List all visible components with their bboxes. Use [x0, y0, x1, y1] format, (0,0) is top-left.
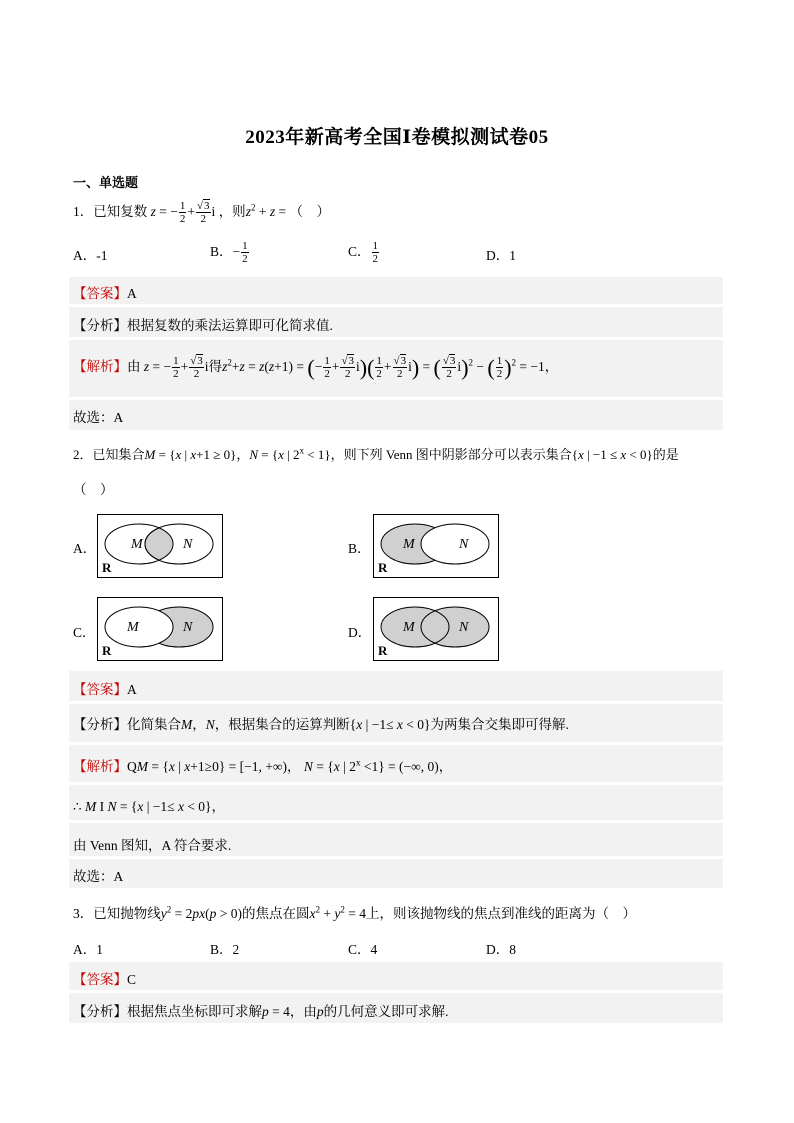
q1-answer: 【答案】A — [73, 286, 137, 301]
q3-stem: 3．已知抛物线$y^2 = 2px(p > 0)$的焦点在圆$x^2 + y^2 = 4$上，则该抛物线的焦点到准线的距离为（ ） — [73, 904, 636, 921]
q2-solution-line2: ∴ M I N = {x | −1≤ x < 0}， — [73, 799, 226, 814]
set-n-label: N — [183, 620, 193, 635]
q1-option-c: C． $\frac{1}{2}$ — [348, 240, 379, 266]
q3-analysis: 【分析】根据焦点坐标即可求解p = 4，由p的几何意义即可求解. — [73, 1004, 449, 1019]
q1-stem: 1．已知复数 z = − $\frac{1}{2}$ + $\frac{√3}{2}$ i ，则$z^2 + z$ = （ ） — [73, 200, 330, 226]
q2-answer-shade — [69, 671, 723, 701]
answer-tag: 【答案】 — [73, 972, 127, 987]
set-m-label: M — [127, 620, 139, 635]
venn-diagram-c — [97, 597, 223, 661]
set-m-label: M — [131, 537, 143, 552]
q2-stem: 2．已知集合M = {x | x+1 ≥ 0}，N = {x | $2^x < 1$}，则下列 Venn 图中阴影部分可以表示集合{x | −1 ≤ x < 0}的是 — [73, 445, 679, 462]
venn-diagram-b — [373, 514, 499, 578]
q2-stem-paren: （ ） — [73, 482, 114, 497]
q1-analysis: 【分析】根据复数的乘法运算即可化简求值. — [73, 318, 333, 333]
set-n-label: N — [459, 537, 469, 552]
q2-answer: 【答案】A — [73, 682, 137, 697]
q1-option-d: D．1 — [486, 248, 516, 263]
q2-conclusion: 故选：A — [73, 869, 124, 884]
set-m-label: M — [403, 620, 415, 635]
answer-tag: 【答案】 — [73, 682, 127, 697]
answer-tag: 【答案】 — [73, 286, 127, 301]
universe-label: R — [378, 560, 388, 575]
analysis-tag: 【分析】 — [73, 318, 127, 333]
universe-label: R — [102, 643, 112, 658]
set-n-label: N — [459, 620, 469, 635]
q2-analysis: 【分析】化简集合M，N，根据集合的运算判断{x | −1≤ x < 0}为两集合交集即可得解. — [73, 717, 569, 732]
set-m-label: M — [403, 537, 415, 552]
q3-option-c: C．4 — [348, 942, 378, 957]
q3-answer-shade — [69, 962, 723, 990]
q1-stem-suffix: ，则 — [218, 204, 246, 219]
universe-label: R — [102, 560, 112, 575]
q2-solution-line3: 由 Venn 图知，A 符合要求. — [73, 838, 232, 853]
analysis-tag: 【分析】 — [73, 1004, 127, 1019]
section-heading: 一、单选题 — [73, 175, 139, 190]
q1-answer-shade — [69, 277, 723, 304]
q1-conclusion-shade — [69, 400, 723, 430]
page-title: 2023年新高考全国Ⅰ卷模拟测试卷05 — [245, 127, 549, 148]
q1-conclusion: 故选：A — [73, 410, 124, 425]
universe-label: R — [378, 643, 388, 658]
set-n-label: N — [183, 537, 193, 552]
q2-conclusion-shade — [69, 859, 723, 888]
q1-stem-tail: （ ） — [289, 204, 330, 219]
venn-diagram-a — [97, 514, 223, 578]
q2-option-c-label: C． — [73, 625, 96, 640]
q1-solution: 【解析】由 z = − $\frac{1}{2}$ + $\frac{√3}{2}$ i得$z^2+z = z(z+1)$ = (− $\frac{1}{2}$ + $\frac{√3}{2}$ i)( $\frac{1}{2}$ + $\frac{√3}{2}$ i) = ( $\frac{√3}{2}$ i)$^2$ − ( $\frac{1}{2}$ )$^2$ = −1， — [73, 354, 559, 381]
q1-stem-prefix: 1．已知复数 — [73, 204, 148, 219]
q2-option-b-label: B． — [348, 541, 371, 556]
q1-option-b: B．− $\frac{1}{2}$ — [210, 240, 248, 266]
q3-option-a: A．1 — [73, 942, 103, 957]
solution-tag: 【解析】 — [73, 359, 127, 374]
q2-solution: 【解析】QM = {x | x+1≥0} = [−1, +∞)， N = {x | $2^x <1$} = (−∞, 0)， — [73, 757, 453, 774]
q2-option-a-label: A． — [73, 541, 97, 556]
analysis-tag: 【分析】 — [73, 717, 127, 732]
q3-answer: 【答案】C — [73, 972, 137, 987]
solution-tag: 【解析】 — [73, 759, 127, 774]
q1-option-a: A．-1 — [73, 248, 108, 263]
q3-option-d: D．8 — [486, 942, 516, 957]
q3-option-b: B．2 — [210, 942, 240, 957]
q2-option-d-label: D． — [348, 625, 372, 640]
venn-diagram-d — [373, 597, 499, 661]
